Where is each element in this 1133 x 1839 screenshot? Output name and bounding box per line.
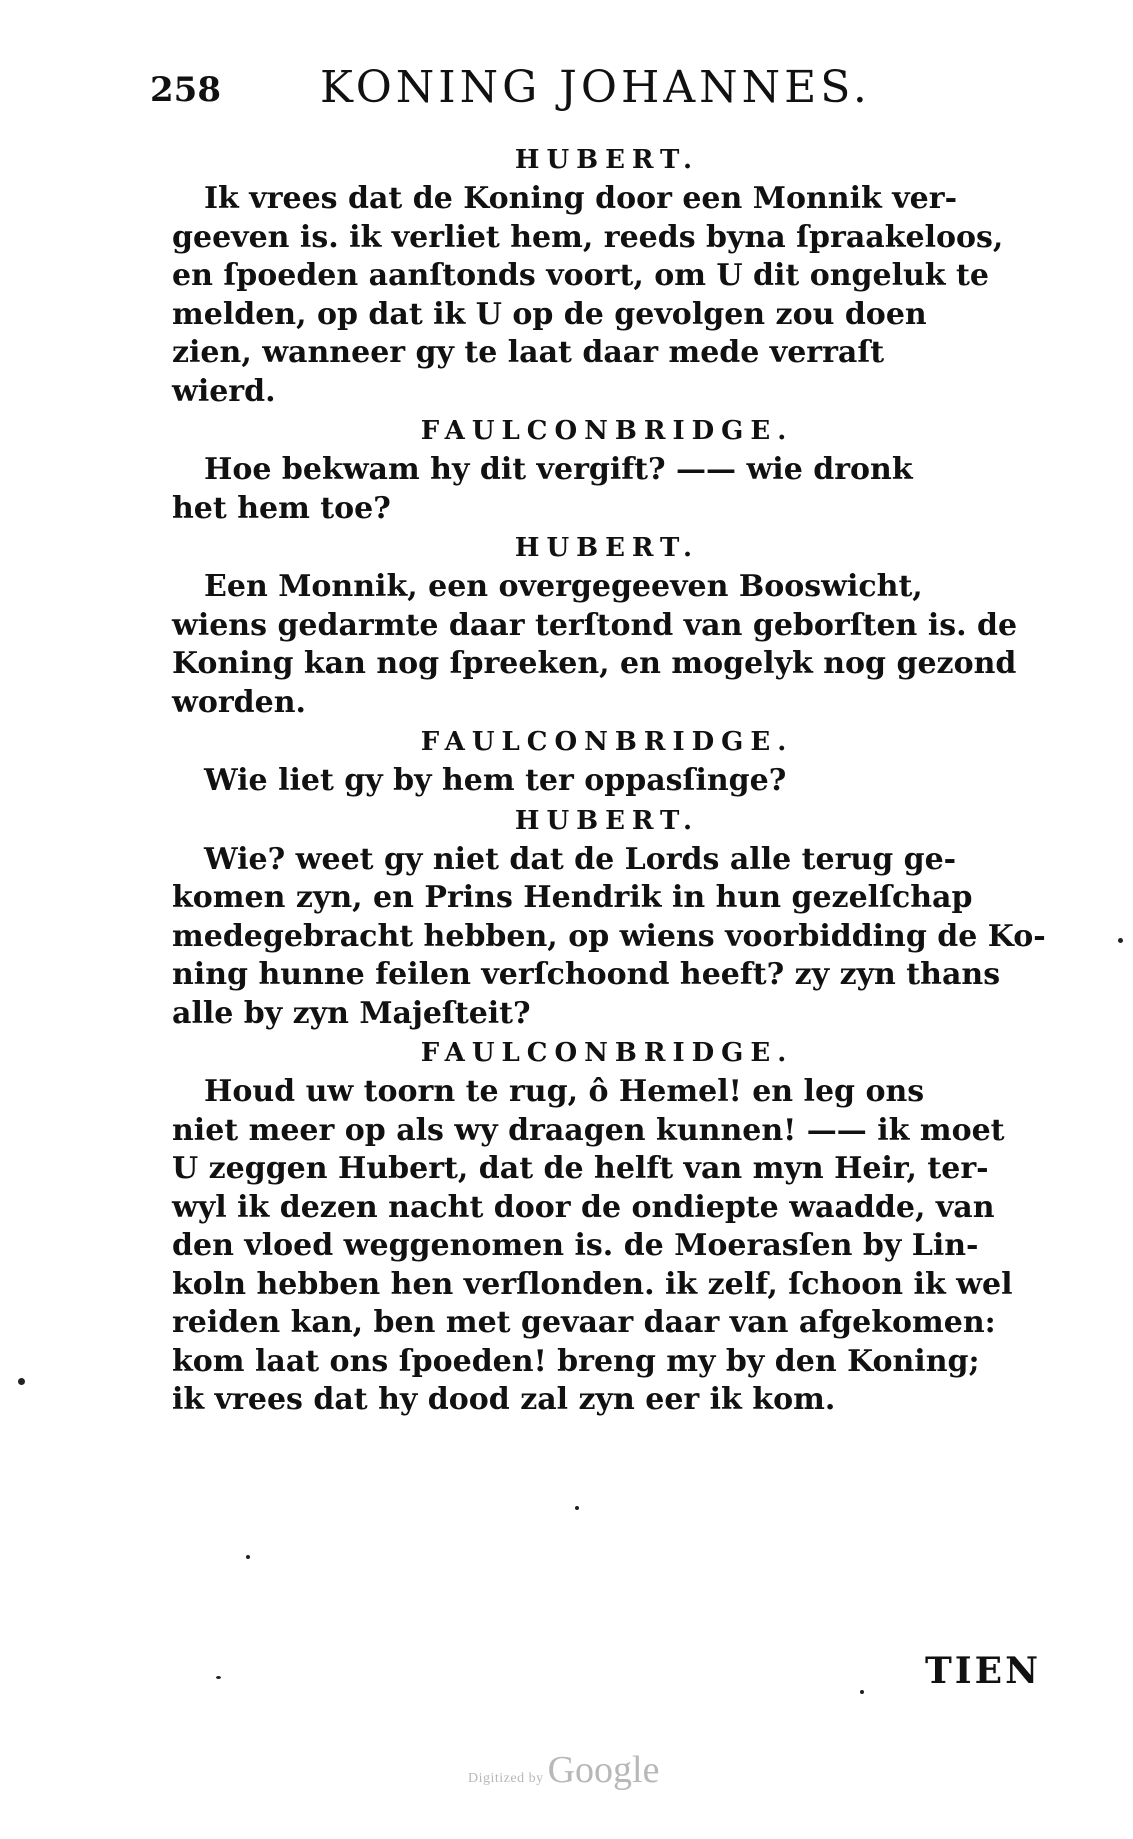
page-number: 258: [150, 70, 221, 110]
digitized-watermark: [468, 1748, 659, 1792]
speech: [172, 451, 1042, 528]
speaker-heading: FAULCONBRIDGE.: [420, 416, 794, 446]
page-header: [150, 62, 1040, 122]
scan-speck: [216, 1676, 221, 1679]
speech: [172, 180, 1042, 411]
speaker-heading: FAULCONBRIDGE.: [420, 1038, 794, 1068]
speech: [172, 1073, 1042, 1420]
speech-line: zien, wanneer gy te laat daar mede verraſt: [172, 335, 885, 370]
speech-line: medegebracht hebben, op wiens voorbidding de Ko-: [172, 918, 1046, 954]
speech-line: niet meer op als wy draagen kunnen! —— ik moet: [172, 1112, 1005, 1148]
watermark-brand: Google: [547, 1749, 660, 1791]
speech-line: het hem toe?: [172, 490, 391, 526]
speech-line: ning hunne feilen verſchoond heeft? zy zyn thans: [172, 957, 1001, 992]
running-title: KONING JOHANNES.: [320, 62, 871, 113]
speech-line: Ik vrees dat de Koning door een Monnik ver-: [204, 181, 958, 216]
speech-line: den vloed weggenomen is. de Moerasſen by Lin-: [172, 1228, 979, 1263]
speech-line: alle by zyn Majeſteit?: [172, 995, 531, 1031]
speech-line: Hoe bekwam hy dit vergift? —— wie dronk: [204, 452, 913, 487]
speech-line: Houd uw toorn te rug, ô Hemel! en leg ons: [204, 1074, 925, 1109]
speech-line: Wie? weet gy niet dat de Lords alle terug ge-: [204, 841, 957, 877]
catchword: TIEN: [925, 1650, 1041, 1692]
speaker-heading: HUBERT.: [514, 533, 700, 563]
speech-line: Een Monnik, een overgegeeven Booswicht,: [204, 569, 923, 604]
speech-line: reiden kan, ben met gevaar daar van afgekomen:: [172, 1305, 996, 1340]
speech-line: wierd.: [172, 373, 276, 409]
speech: [172, 568, 1042, 722]
speech-line: worden.: [172, 684, 306, 720]
speech-line: U zeggen Hubert, dat de helft van myn Heir, ter-: [172, 1151, 989, 1186]
speaker-heading: HUBERT.: [514, 805, 700, 836]
speech: [172, 762, 1042, 801]
speaker-heading: FAULCONBRIDGE.: [420, 727, 794, 757]
speech: [172, 841, 1046, 1034]
speech-line: komen zyn, en Prins Hendrik in hun gezelſchap: [172, 880, 973, 915]
speech-line: wiens gedarmte daar terſtond van geborſten is. de: [172, 607, 1018, 643]
scan-speck: [246, 1555, 250, 1559]
play-text: [172, 140, 1046, 1420]
speech-line: wyl ik dezen nacht door de ondiepte waadde, van: [172, 1189, 995, 1225]
scan-speck: [575, 1506, 579, 1510]
watermark-prefix: Digitized by: [468, 1771, 544, 1786]
speech-line: geeven is. ik verliet hem, reeds byna ſpraakeloos,: [172, 219, 1004, 255]
scan-speck: [1118, 938, 1123, 943]
speech-line: ik vrees dat hy dood zal zyn eer ik kom.: [172, 1382, 836, 1417]
speech-line: Koning kan nog ſpreeken, en mogelyk nog gezond: [172, 646, 1017, 681]
speech-line: Wie liet gy by hem ter oppasſinge?: [204, 763, 787, 798]
scan-speck: [860, 1690, 864, 1694]
speech-line: kom laat ons ſpoeden! breng my by den Koning;: [172, 1343, 980, 1379]
speech-line: en ſpoeden aanſtonds voort, om U dit ongeluk te: [172, 258, 989, 293]
speech-line: melden, op dat ik U op de gevolgen zou doen: [172, 296, 927, 332]
speaker-heading: HUBERT.: [514, 145, 700, 175]
scan-speck: [18, 1378, 25, 1385]
speech-line: koln hebben hen verſlonden. ik zelf, ſchoon ik wel: [172, 1266, 1013, 1302]
